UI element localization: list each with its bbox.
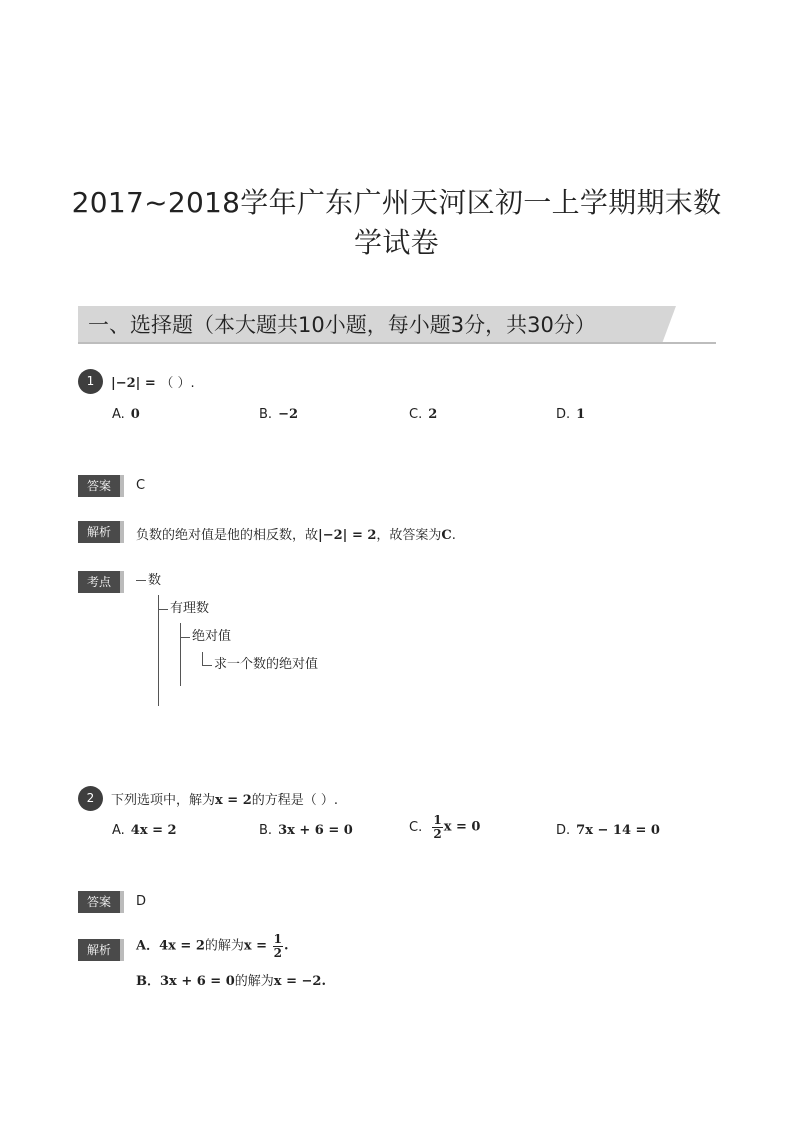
analysis-text: 的解为 (234, 974, 274, 989)
analysis-label: 解析 (78, 521, 124, 543)
option-letter: A. (112, 407, 125, 422)
tree-connector (158, 609, 168, 610)
knowledge-label: 考点 (78, 571, 124, 593)
option-value: 4x = 2 (130, 823, 177, 838)
option-value: x = 0 (443, 819, 481, 835)
analysis-math: |−2| = 2 (318, 528, 377, 543)
tree-branch-line (158, 595, 159, 706)
option-letter: B. (259, 407, 273, 422)
section-heading: 一、选择题（本大题共10小题，每小题3分，共30分） (88, 313, 596, 337)
analysis-item-label: B． (136, 974, 160, 989)
answer-label: 答案 (78, 475, 124, 497)
option-value: 7x − 14 = 0 (576, 823, 660, 838)
fraction-numerator: 1 (433, 813, 442, 827)
option-letter: D. (556, 407, 571, 422)
option-letter: C. (409, 819, 423, 835)
analysis-text: . (321, 974, 326, 989)
question-2-option-a (112, 822, 177, 840)
tree-connector (136, 580, 146, 581)
question-2-option-c (409, 814, 480, 841)
analysis-math: x = −2 (273, 974, 322, 989)
question-1-option-d (556, 406, 585, 424)
option-value: 3x + 6 = 0 (278, 823, 353, 838)
analysis-math: 4x = 2 (159, 938, 205, 954)
option-value: 0 (130, 407, 140, 422)
question-2-option-b (259, 822, 353, 840)
question-2-analysis-b (136, 973, 326, 991)
question-1-option-b (259, 406, 298, 424)
analysis-text: 负数的绝对值是他的相反数，故 (136, 528, 319, 543)
title-line-1: 2017~2018学年广东广州天河区初一上学期期末数 (71, 186, 722, 219)
tree-connector (202, 665, 212, 666)
analysis-text: . (451, 528, 456, 543)
analysis-fraction (273, 933, 283, 960)
option-fraction (432, 814, 442, 841)
analysis-text: ，故答案为 (376, 528, 442, 543)
question-number-badge: 2 (78, 786, 103, 811)
tree-node-level-1: 有理数 (170, 601, 210, 616)
question-1-option-a (112, 406, 140, 424)
option-letter: B. (259, 823, 273, 838)
analysis-item-label: A． (136, 938, 160, 954)
option-value: 2 (428, 407, 438, 422)
question-1-stem (111, 375, 195, 393)
question-2-stem (111, 792, 338, 810)
tree-branch-line (202, 652, 203, 665)
title-line-2: 学试卷 (354, 226, 439, 259)
analysis-label: 解析 (78, 939, 124, 961)
question-2-stem-post: 的方程是（ ）. (251, 793, 339, 808)
analysis-math: x = (243, 938, 272, 954)
fraction-numerator: 1 (273, 932, 282, 946)
answer-label: 答案 (78, 891, 124, 913)
tree-node-level-3: 求一个数的绝对值 (214, 657, 319, 672)
question-1-stem-tail: （ ）. (160, 376, 195, 391)
option-value: 1 (576, 407, 586, 422)
section-header (78, 306, 716, 346)
question-2-option-d (556, 822, 660, 840)
question-1-option-c (409, 406, 437, 424)
question-2-stem-math: x = 2 (215, 793, 252, 808)
question-2-answer: D (136, 894, 147, 909)
tree-node-level-2: 绝对值 (192, 629, 232, 644)
analysis-text: . (283, 938, 289, 954)
tree-branch-line (180, 623, 181, 686)
analysis-text: 的解为 (204, 938, 244, 954)
option-letter: C. (409, 407, 423, 422)
question-number-badge: 1 (78, 369, 103, 394)
analysis-math: 3x + 6 = 0 (160, 974, 235, 989)
tree-connector (180, 637, 190, 638)
option-value: −2 (278, 407, 299, 422)
question-2-analysis-a (136, 933, 289, 960)
tree-node-root: 数 (148, 573, 162, 588)
page-title (60, 183, 733, 263)
analysis-math: C (441, 528, 452, 543)
question-1-analysis (136, 527, 456, 545)
option-letter: A. (112, 823, 125, 838)
section-header-underline (78, 342, 716, 344)
option-letter: D. (556, 823, 571, 838)
fraction-denominator: 2 (273, 946, 282, 960)
question-1-answer: C (136, 478, 146, 493)
fraction-denominator: 2 (433, 827, 442, 841)
question-2-stem-pre: 下列选项中，解为 (111, 793, 216, 808)
question-1-stem-math: |−2| = (111, 376, 161, 391)
